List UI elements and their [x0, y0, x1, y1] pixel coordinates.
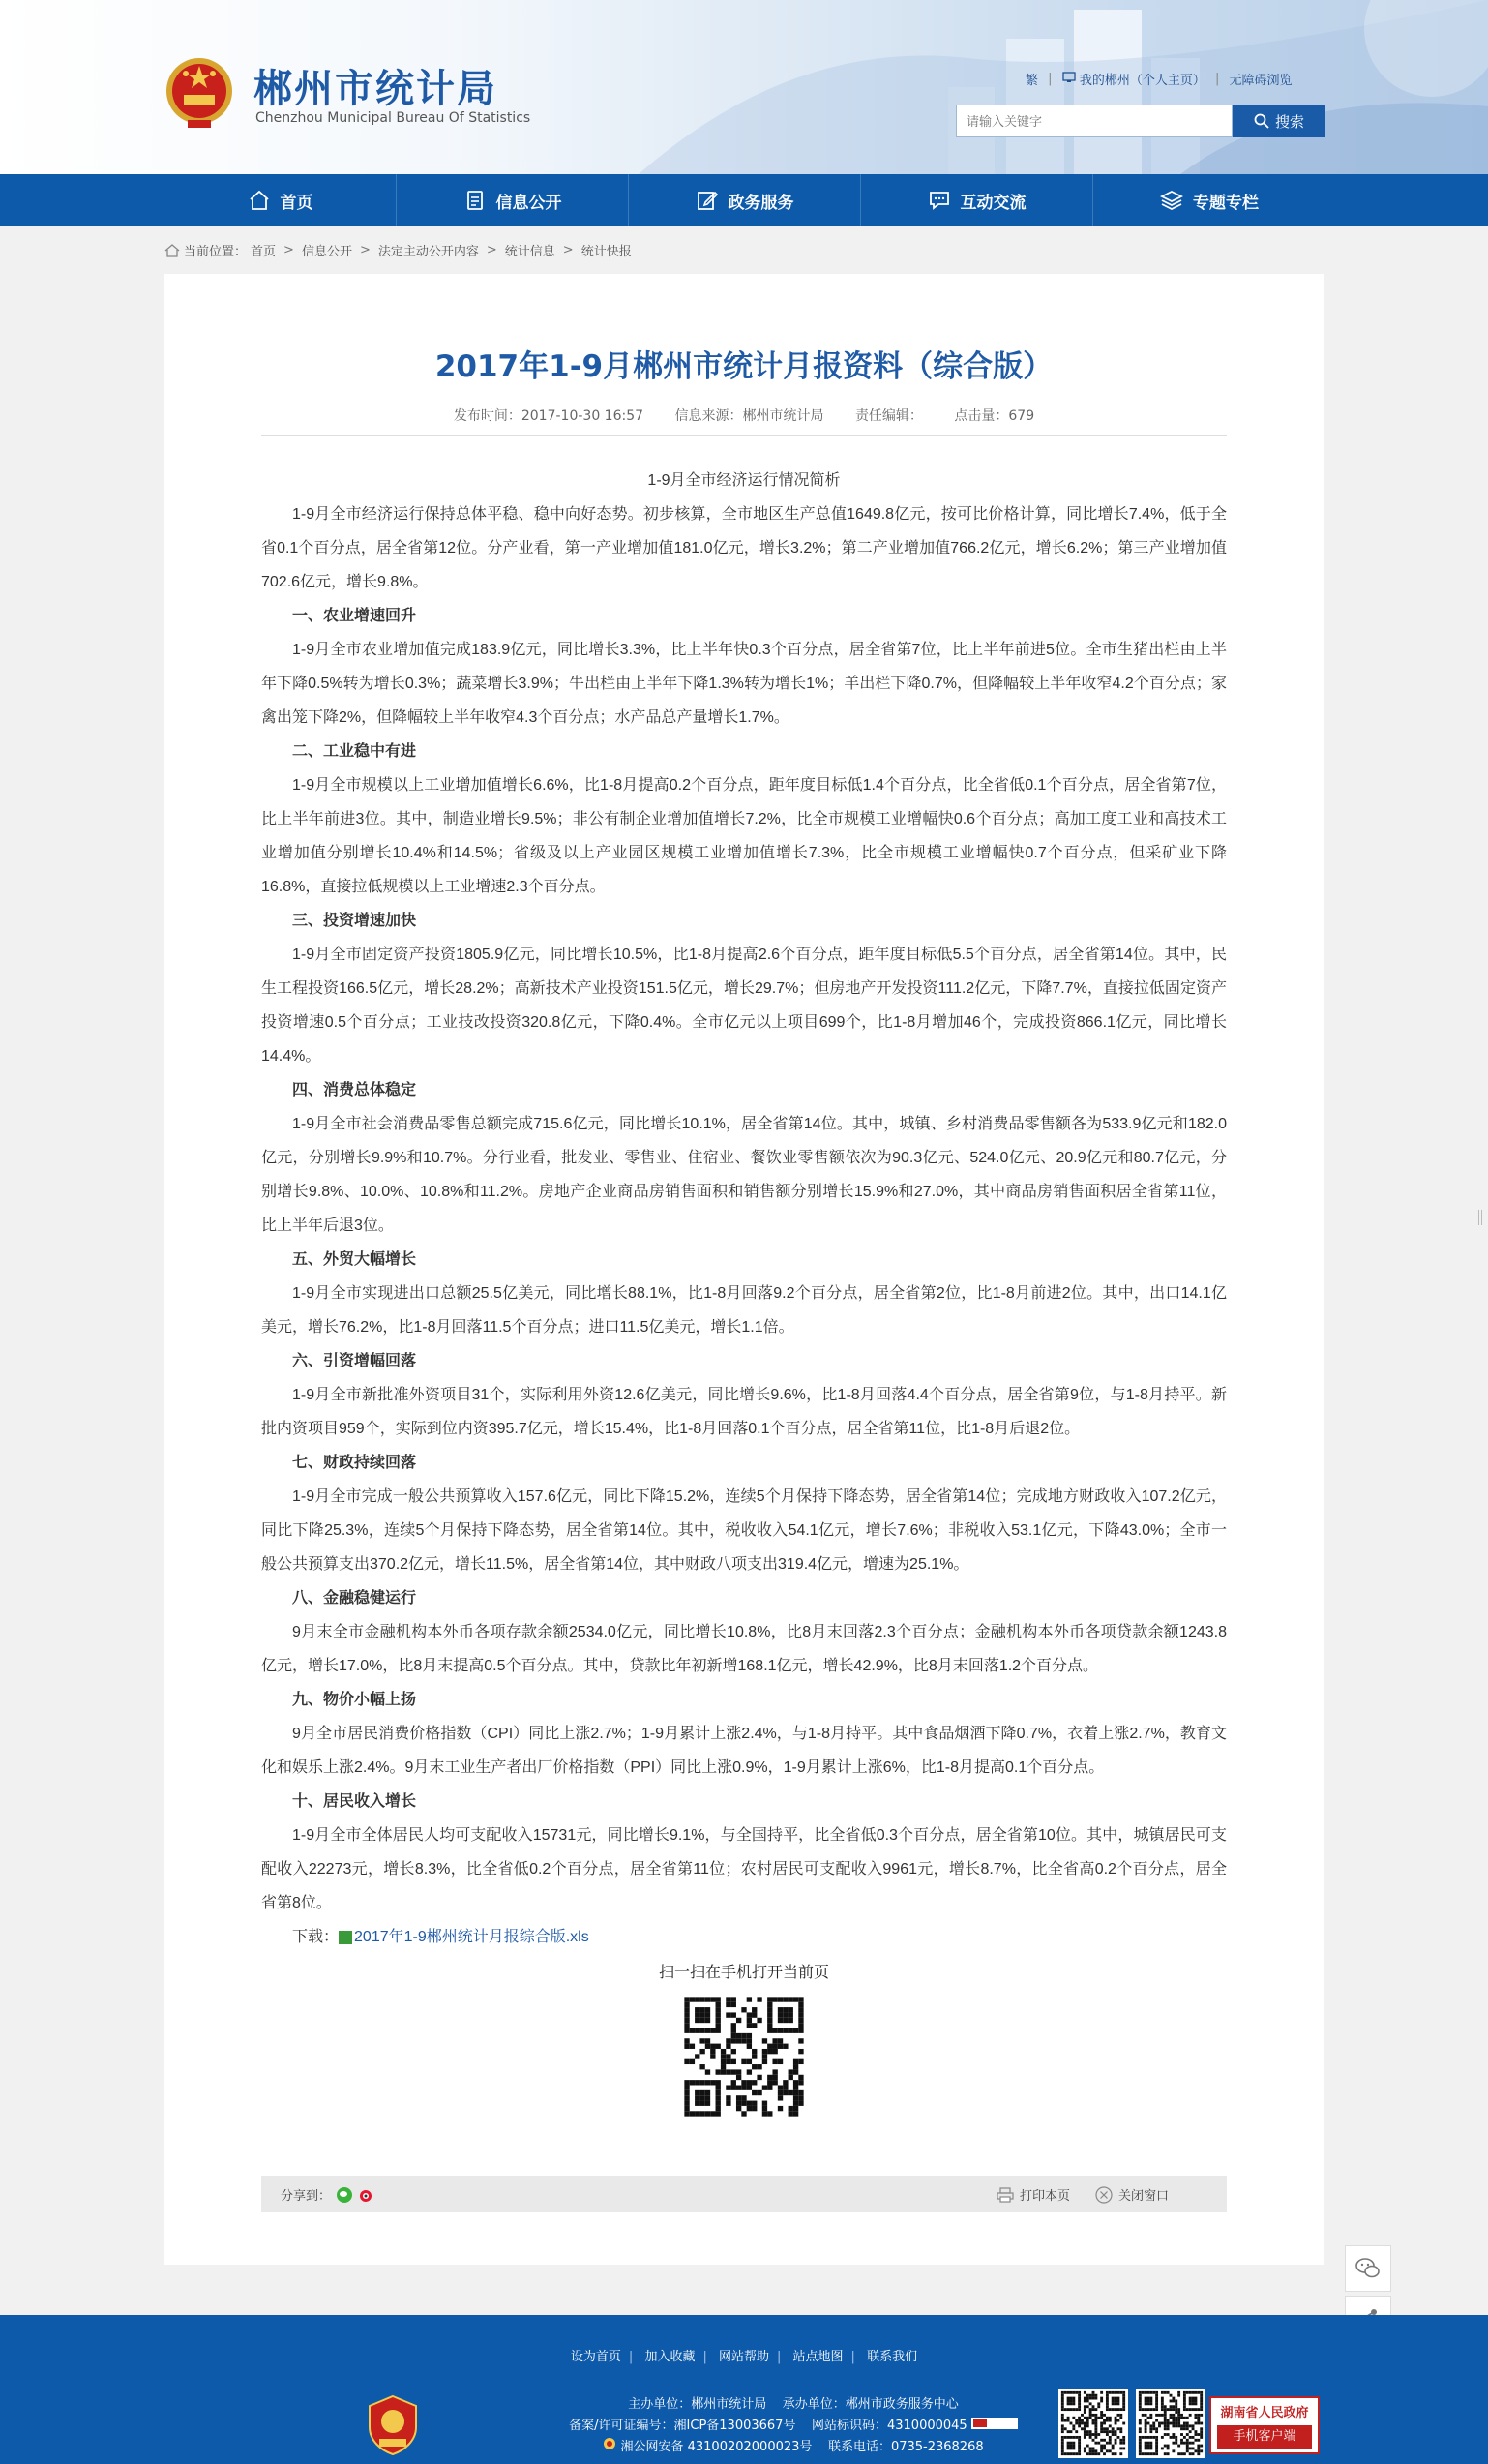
breadcrumb-item[interactable]: 统计快报	[580, 245, 632, 259]
breadcrumb-separator: >	[562, 243, 574, 257]
close-window-button[interactable]	[1095, 2185, 1169, 2204]
breadcrumb	[164, 241, 632, 259]
close-icon	[1095, 2186, 1113, 2204]
article-paragraph: 1-9月全市全体居民人均可支配收入15731元，同比增长9.1%，与全国持平，比全省低0.3个百分点，居全省第10位。其中，城镇居民可支配收入22273元，增长8.3%，比全省低0.2个百分点，居全省第11位；农村居民可支配收入9961元，增长8.7%，比全省高0.2个百分点，居全省第8位。	[261, 1827, 1227, 1911]
party-gov-badge-icon[interactable]	[366, 2394, 420, 2456]
my-chenzhou-link[interactable]: 我的郴州（个人主页）	[1079, 74, 1205, 88]
share-label: 分享到：	[281, 2189, 332, 2204]
download-row	[261, 1920, 1227, 1954]
footer-link-sitemap[interactable]: 站点地图	[792, 2350, 844, 2364]
separator: |	[628, 2350, 634, 2364]
wechat-icon	[1354, 2255, 1382, 2282]
article-paragraph: 1-9月全市规模以上工业增加值增长6.6%，比1-8月提高0.2个百分点，距年度目标低1.4个百分点，比全省低0.1个百分点，居全省第7位，比上半年前进3位。其中，制造业增长9.5%；非公有制企业增加值增长7.2%，比全市规模工业增幅快0.6个百分点；高加工度工业和高技术工业增加值分别增长10.4%和14.5%；省级及以上产业园区规模工业增加值增长7.3%，比全市规模工业增幅快0.7个百分点，但采矿业下降16.8%，直接拉低规模以上工业增速2.3个百分点。	[261, 777, 1227, 895]
breadcrumb-separator: >	[283, 243, 294, 257]
search-button[interactable]	[1233, 105, 1325, 137]
nav-item-label: 首页	[280, 193, 313, 213]
home-icon	[164, 244, 180, 257]
chat-icon	[928, 189, 951, 212]
article-paragraph: 1-9月全市新批准外资项目31个，实际利用外资12.6亿美元，同比增长9.6%，比1-8月回落4.4个百分点，居全省第9位，与1-8月持平。新批内资项目959个，实际到位内资395.7亿元，增长15.4%，比1-8月回落0.1个百分点，居全省第11位，比1-8月后退2位。	[261, 1387, 1227, 1437]
gov-badge-subtitle: 手机客户端	[1217, 2425, 1312, 2449]
top-links	[1026, 70, 1293, 88]
monitor-icon	[1062, 72, 1076, 87]
section-heading: 二、工业稳中有进	[292, 743, 417, 760]
separator: |	[1214, 72, 1220, 86]
breadcrumb-item[interactable]: 首页	[251, 245, 277, 259]
share-bar	[261, 2176, 1227, 2212]
section-heading: 八、金融稳健运行	[292, 1590, 417, 1607]
article-paragraph: 1-9月全市实现进出口总额25.5亿美元，同比增长88.1%，比1-8月回落9.2个百分点，居全省第2位，比1-8月前进2位。其中，出口14.1亿美元，增长76.2%，比1-8月回落11.5个百分点；进口11.5亿美元，增长1.1倍。	[261, 1285, 1227, 1336]
nav-item-info-public[interactable]	[397, 174, 629, 226]
traditional-chinese-link[interactable]: 繁	[1026, 74, 1039, 88]
site-code: 网站标识码：4310000045	[811, 2419, 967, 2433]
article-title: 2017年1-9月郴州市统计月报资料（综合版）	[434, 349, 1054, 384]
nav-item-special-topics[interactable]	[1093, 174, 1325, 226]
search-icon	[1254, 113, 1269, 129]
article-meta	[164, 406, 1324, 425]
icp-prefix: 备案/许可证编号：	[569, 2419, 674, 2433]
separator: |	[777, 2350, 782, 2364]
breadcrumb-item[interactable]: 法定主动公开内容	[377, 245, 479, 259]
accessibility-link[interactable]: 无障碍浏览	[1229, 74, 1293, 88]
wechat-share-icon[interactable]	[337, 2187, 352, 2203]
site-header	[0, 0, 1488, 174]
article-card	[164, 274, 1324, 2265]
gov-badge-title: 湖南省人民政府	[1220, 2406, 1309, 2420]
police-badge-icon	[603, 2437, 616, 2450]
footer-info	[542, 2394, 1045, 2458]
publish-time: 发布时间：2017-10-30 16:57	[453, 408, 644, 424]
site-name-en: Chenzhou Municipal Bureau Of Statistics	[255, 110, 531, 126]
printer-icon	[997, 2187, 1014, 2203]
edit-icon	[696, 189, 719, 212]
footer-phone: 联系电话：0735-2368268	[827, 2440, 984, 2454]
article-paragraph: 9月末全市金融机构本外币各项存款余额2534.0亿元，同比增长10.8%，比8月末回落2.3个百分点；金融机构本外币各项贷款余额1243.8亿元，增长17.0%，比8月末提高0.5个百分点。其中，贷款比年初新增168.1亿元，增长42.9%，比8月末回落1.2个百分点。	[261, 1624, 1227, 1674]
footer-link-help[interactable]: 网站帮助	[718, 2350, 769, 2364]
section-heading: 六、引资增幅回落	[292, 1353, 417, 1369]
separator: |	[1048, 72, 1053, 86]
nav-item-label: 政务服务	[728, 193, 794, 213]
footer-host: 主办单位：郴州市统计局	[628, 2397, 767, 2412]
nav-item-label: 专题专栏	[1193, 193, 1259, 213]
section-heading: 四、消费总体稳定	[292, 1082, 417, 1098]
breadcrumb-label: 当前位置：	[184, 245, 248, 259]
section-heading: 五、外贸大幅增长	[292, 1251, 417, 1268]
search-box	[956, 105, 1325, 137]
article-paragraph: 1-9月全市经济运行保持总体平稳、稳中向好态势。初步核算，全市地区生产总值1649.8亿元，按可比价格计算，同比增长7.4%，低于全省0.1个百分点，居全省第12位。分产业看，第一产业增加值181.0亿元，增长3.2%；第二产业增加值766.2亿元，增长6.2%；第三产业增加值702.6亿元，增长9.8%。	[261, 506, 1227, 590]
section-heading: 三、投资增速加快	[292, 913, 417, 929]
site-footer	[0, 2315, 1488, 2464]
search-input[interactable]	[956, 105, 1233, 137]
police-record-link[interactable]: 湘公网安备 43100202000023号	[620, 2440, 813, 2454]
download-label: 下载：	[292, 1929, 340, 1945]
breadcrumb-item[interactable]: 统计信息	[504, 245, 555, 259]
footer-row	[542, 2437, 1045, 2458]
scrollbar-grip[interactable]	[1478, 1210, 1482, 1225]
footer-link-favorite[interactable]: 加入收藏	[644, 2350, 696, 2364]
footer-links	[0, 2346, 1488, 2364]
section-heading: 七、财政持续回落	[292, 1455, 417, 1471]
breadcrumb-separator: >	[359, 243, 371, 257]
page-actions	[997, 2185, 1169, 2204]
editor: 责任编辑：	[854, 408, 923, 424]
nav-item-label: 互动交流	[960, 193, 1027, 213]
info-source: 信息来源：郴州市统计局	[674, 408, 824, 424]
article-paragraph: 1-9月全市完成一般公共预算收入157.6亿元，同比下降15.2%，连续5个月保持下降态势，居全省第14位；完成地方财政收入107.2亿元，同比下降25.3%，连续5个月保持下降态势，居全省第14位。其中，税收收入54.1亿元，增长7.6%；非税收入53.1亿元，下降43.0%；全市一般公共预算支出370.2亿元，增长11.5%，居全省第14位，其中财政八项支出319.4亿元，增速为25.1%。	[261, 1488, 1227, 1573]
separator: |	[702, 2350, 707, 2364]
site-name-cn: 郴州市统计局	[253, 67, 497, 111]
print-label: 打印本页	[1019, 2189, 1070, 2204]
home-icon	[248, 189, 271, 212]
separator: |	[850, 2350, 855, 2364]
close-label: 关闭窗口	[1117, 2189, 1169, 2204]
footer-link-set-home[interactable]: 设为首页	[570, 2350, 621, 2364]
article-paragraph: 1-9月全市社会消费品零售总额完成715.6亿元，同比增长10.1%，居全省第14位。其中，城镇、乡村消费品零售额各为533.9亿元和182.0亿元，分别增长9.9%和10.7%。分行业看，批发业、零售业、住宿业、餐饮业零售额依次为90.3亿元、524.0亿元、20.9亿元和80.7亿元，分别增长9.8%、10.0%、10.8%和11.2%。房地产企业商品房销售面积和销售额分别增长15.9%和27.0%，其中商品房销售面积居全省第11位，比上半年后退3位。	[261, 1116, 1227, 1234]
click-count: 点击量：679	[954, 408, 1035, 424]
layers-icon	[1160, 189, 1183, 212]
page-qr-code	[679, 1992, 809, 2121]
footer-qr-code-wechat	[1136, 2389, 1205, 2458]
main-nav	[0, 174, 1488, 226]
nav-item-gov-service[interactable]	[629, 174, 861, 226]
article-paragraph: 1-9月全市农业增加值完成183.9亿元，同比增长3.3%，比上半年快0.3个百分点，居全省第7位，比上半年前进5位。全市生猪出栏由上半年下降0.5%转为增长0.3%；蔬菜增长3.9%；牛出栏由上半年下降1.3%转为增长1%；羊出栏下降0.7%，但降幅较上半年收窄4.2个百分点；家禽出笼下降2%，但降幅较上半年收窄4.3个百分点；水产品总产量增长1.7%。	[261, 642, 1227, 726]
article-paragraph: 1-9月全市经济运行情况简析	[647, 472, 841, 489]
qr-caption: 扫一扫在手机打开当前页	[658, 1963, 829, 1981]
weibo-share-icon[interactable]	[358, 2187, 373, 2203]
wechat-float-button[interactable]	[1345, 2245, 1391, 2292]
article-paragraph: 9月全市居民消费价格指数（CPI）同比上涨2.7%；1-9月累计上涨2.4%，与1-8月持平。其中食品烟酒下降0.7%，衣着上涨2.7%，教育文化和娱乐上涨2.4%。9月末工业生产者出厂价格指数（PPI）同比上涨0.9%，1-9月累计上涨6%，比1-8月提高0.1个百分点。	[261, 1726, 1227, 1776]
download-link[interactable]: 2017年1-9郴州统计月报综合版.xls	[354, 1929, 589, 1945]
document-icon	[463, 189, 487, 212]
nav-item-interaction[interactable]	[861, 174, 1093, 226]
excel-file-icon	[339, 1931, 352, 1944]
section-heading: 九、物价小幅上扬	[292, 1692, 417, 1708]
site-logo[interactable]	[164, 52, 687, 139]
section-heading: 一、农业增速回升	[292, 608, 417, 624]
footer-link-contact[interactable]: 联系我们	[867, 2350, 918, 2364]
share-group	[281, 2185, 373, 2204]
national-emblem-icon	[164, 52, 234, 134]
divider	[261, 435, 1227, 436]
article-paragraph: 1-9月全市固定资产投资1805.9亿元，同比增长10.5%，比1-8月提高2.6个百分点，距年度目标低5.5个百分点，居全省第14位。其中，民生工程投资166.5亿元，增长28.2%；高新技术产业投资151.5亿元，增长29.7%；但房地产开发投资111.2亿元，下降7.7%，直接拉低固定资产投资增速0.5个百分点；工业技改投资320.8亿元，下降0.4%。全市亿元以上项目699个，比1-8月增加46个，完成投资866.1亿元，同比增长14.4%。	[261, 947, 1227, 1065]
footer-row	[542, 2394, 1045, 2416]
hunan-gov-app-badge[interactable]	[1209, 2396, 1320, 2454]
site-verify-badge-icon[interactable]	[971, 2418, 1018, 2429]
footer-undertaker: 承办单位：郴州市政务服务中心	[782, 2397, 959, 2412]
icp-link[interactable]: 湘ICP备13003667号	[673, 2419, 796, 2433]
footer-qr-code-app	[1058, 2389, 1128, 2458]
footer-row	[542, 2416, 1045, 2437]
article-body	[261, 464, 1227, 1954]
section-heading: 十、居民收入增长	[292, 1793, 417, 1810]
breadcrumb-separator: >	[486, 243, 497, 257]
search-button-label: 搜索	[1274, 112, 1304, 131]
breadcrumb-item[interactable]: 信息公开	[301, 245, 352, 259]
print-button[interactable]	[997, 2185, 1070, 2204]
nav-item-label: 信息公开	[495, 193, 562, 213]
nav-item-home[interactable]	[164, 174, 397, 226]
